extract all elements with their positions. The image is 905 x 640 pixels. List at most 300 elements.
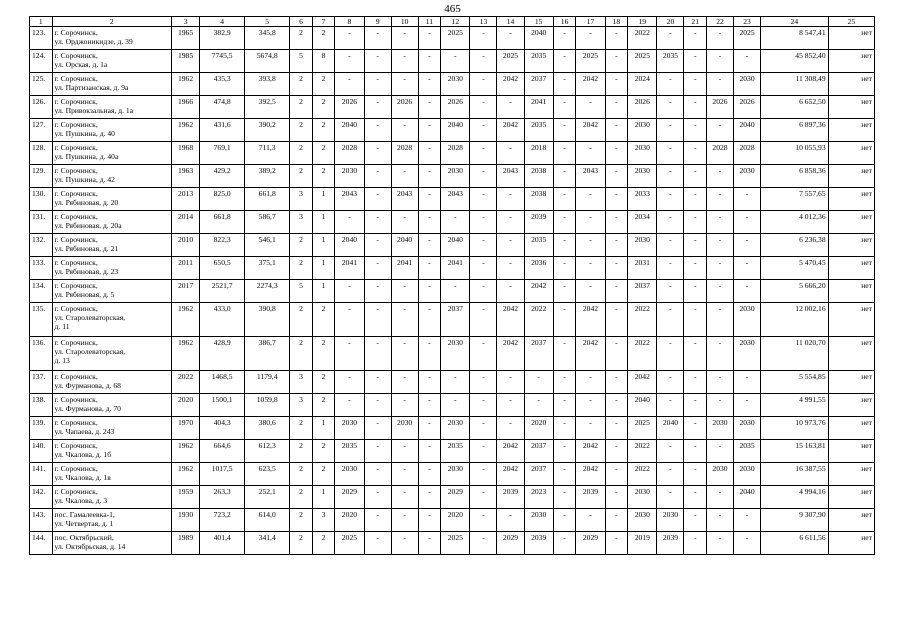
table-row <box>30 188 875 211</box>
table-cell: 2026 <box>628 96 657 119</box>
table-cell: - <box>441 394 470 417</box>
table-cell: - <box>657 142 684 165</box>
table-cell: 2 <box>290 486 313 509</box>
table-cell: - <box>684 96 707 119</box>
table-cell: - <box>576 371 605 394</box>
table-cell: - <box>418 417 441 440</box>
address-line: г. Сорочинск, <box>54 418 98 427</box>
address-line: ул. Фурманова, д. 70 <box>54 404 121 413</box>
table-cell: - <box>684 509 707 532</box>
table-cell: 2030 <box>734 303 761 337</box>
table-cell: 1962 <box>171 119 199 142</box>
table-cell: 2030 <box>441 337 470 371</box>
table-cell: - <box>553 371 576 394</box>
table-cell: 2040 <box>734 119 761 142</box>
table-cell: - <box>657 188 684 211</box>
table-cell: 375,1 <box>245 257 290 280</box>
table-cell: 3 <box>290 211 313 234</box>
table-cell: - <box>391 303 418 337</box>
address-line: ул. Октябрьская, д. 14 <box>54 542 126 551</box>
column-number-cell: 2 <box>52 17 171 27</box>
table-cell: - <box>553 394 576 417</box>
address-cell <box>52 119 171 142</box>
table-cell: 2019 <box>628 532 657 555</box>
row-number-cell: 139. <box>30 417 53 440</box>
table-cell: 711,3 <box>245 142 290 165</box>
row-number-cell: 141. <box>30 463 53 486</box>
table-cell: - <box>706 280 733 303</box>
table-cell: - <box>553 211 576 234</box>
table-cell: - <box>684 337 707 371</box>
table-cell: - <box>605 142 628 165</box>
status-cell: нет <box>828 234 874 257</box>
table-row <box>30 50 875 73</box>
table-cell: - <box>657 211 684 234</box>
address-line: г. Сорочинск, <box>54 395 98 404</box>
table-cell: - <box>497 188 524 211</box>
table-row <box>30 417 875 440</box>
table-cell: - <box>418 142 441 165</box>
table-cell: - <box>391 27 418 50</box>
table-cell: - <box>684 188 707 211</box>
table-cell: 2030 <box>628 142 657 165</box>
table-cell: 1468,5 <box>200 371 245 394</box>
table-cell: 5674,8 <box>245 50 290 73</box>
table-cell: - <box>441 371 470 394</box>
status-cell: нет <box>828 211 874 234</box>
table-cell: - <box>553 73 576 96</box>
table-cell: 393,8 <box>245 73 290 96</box>
row-number-cell: 143. <box>30 509 53 532</box>
housing-register-table <box>29 16 875 555</box>
cost-cell: 8 547,41 <box>761 27 829 50</box>
table-cell: - <box>470 337 497 371</box>
table-cell: 2043 <box>576 165 605 188</box>
table-cell: 1965 <box>171 27 199 50</box>
address-cell <box>52 211 171 234</box>
column-number-cell: 1 <box>30 17 53 27</box>
cost-cell: 6 236,38 <box>761 234 829 257</box>
table-cell: - <box>364 509 391 532</box>
table-cell: - <box>684 119 707 142</box>
table-cell: - <box>418 50 441 73</box>
table-cell: - <box>706 394 733 417</box>
table-cell: 2 <box>312 371 335 394</box>
table-cell: 2035 <box>734 440 761 463</box>
column-number-cell: 13 <box>470 17 497 27</box>
cost-cell: 12 002,16 <box>761 303 829 337</box>
table-cell: 2022 <box>628 337 657 371</box>
table-cell: - <box>605 27 628 50</box>
table-cell: - <box>335 50 364 73</box>
table-cell: - <box>706 50 733 73</box>
table-cell: 2033 <box>628 188 657 211</box>
table-cell: 3 <box>312 509 335 532</box>
table-cell: 612,3 <box>245 440 290 463</box>
table-row <box>30 303 875 337</box>
address-cell <box>52 234 171 257</box>
address-line: г. Сорочинск, <box>54 258 98 267</box>
table-cell: - <box>734 234 761 257</box>
address-line: г. Сорочинск, <box>54 464 98 473</box>
table-cell: 2029 <box>335 486 364 509</box>
table-cell: - <box>684 165 707 188</box>
table-cell: 2 <box>312 463 335 486</box>
table-cell: - <box>706 119 733 142</box>
table-row <box>30 337 875 371</box>
table-cell: 1985 <box>171 50 199 73</box>
table-cell: - <box>605 257 628 280</box>
table-cell: 2042 <box>524 280 553 303</box>
table-cell: 390,8 <box>245 303 290 337</box>
table-cell: 2040 <box>335 234 364 257</box>
table-cell: - <box>470 440 497 463</box>
table-cell: - <box>706 371 733 394</box>
address-line: д. 13 <box>54 356 70 365</box>
table-cell: - <box>364 394 391 417</box>
table-row <box>30 440 875 463</box>
table-cell: 2018 <box>524 142 553 165</box>
table-cell: 2028 <box>441 142 470 165</box>
table-cell: 822,3 <box>200 234 245 257</box>
table-cell: - <box>553 440 576 463</box>
table-row <box>30 509 875 532</box>
table-cell: - <box>335 73 364 96</box>
table-cell: 2037 <box>524 73 553 96</box>
status-cell: нет <box>828 280 874 303</box>
table-cell: - <box>706 211 733 234</box>
table-cell: 2028 <box>706 142 733 165</box>
table-cell: - <box>524 371 553 394</box>
table-cell: 2025 <box>441 532 470 555</box>
table-cell: - <box>364 119 391 142</box>
table-cell: 2043 <box>391 188 418 211</box>
table-cell: 1500,1 <box>200 394 245 417</box>
address-line: г. Сорочинск, <box>54 304 98 313</box>
table-cell: 263,3 <box>200 486 245 509</box>
table-row <box>30 165 875 188</box>
status-cell: нет <box>828 257 874 280</box>
table-cell: - <box>418 188 441 211</box>
address-cell <box>52 417 171 440</box>
table-cell: 2 <box>290 509 313 532</box>
table-cell: 380,6 <box>245 417 290 440</box>
address-line: ул. Рябиновая, д. 23 <box>54 267 119 276</box>
table-cell: - <box>605 303 628 337</box>
table-cell: - <box>605 96 628 119</box>
table-cell: 2025 <box>628 50 657 73</box>
table-cell: 1962 <box>171 337 199 371</box>
table-cell: 2 <box>312 337 335 371</box>
table-cell: - <box>441 280 470 303</box>
table-cell: - <box>364 417 391 440</box>
table-cell: 1970 <box>171 417 199 440</box>
row-number-cell: 133. <box>30 257 53 280</box>
column-number-cell: 4 <box>200 17 245 27</box>
table-cell: 2040 <box>524 27 553 50</box>
table-cell: - <box>418 532 441 555</box>
address-cell <box>52 303 171 337</box>
table-cell: - <box>605 73 628 96</box>
table-cell: - <box>657 27 684 50</box>
table-cell: 2022 <box>628 463 657 486</box>
table-cell: 2028 <box>391 142 418 165</box>
row-number-cell: 123. <box>30 27 53 50</box>
table-cell: - <box>684 417 707 440</box>
column-number-cell: 3 <box>171 17 199 27</box>
table-cell: - <box>418 73 441 96</box>
table-cell: - <box>684 463 707 486</box>
status-cell: нет <box>828 119 874 142</box>
table-cell: 2521,7 <box>200 280 245 303</box>
table-cell: - <box>553 50 576 73</box>
table-cell: 2030 <box>628 486 657 509</box>
table-cell: 1 <box>312 234 335 257</box>
table-cell: 2022 <box>628 303 657 337</box>
table-cell: - <box>576 142 605 165</box>
table-cell: 2042 <box>497 337 524 371</box>
table-cell: - <box>657 463 684 486</box>
table-cell: 2039 <box>524 532 553 555</box>
table-cell: 2042 <box>576 73 605 96</box>
status-cell: нет <box>828 73 874 96</box>
table-cell: 404,3 <box>200 417 245 440</box>
table-cell: 2035 <box>524 119 553 142</box>
table-cell: 428,9 <box>200 337 245 371</box>
table-cell: 1 <box>312 188 335 211</box>
table-cell: 2037 <box>441 303 470 337</box>
table-cell: 614,0 <box>245 509 290 532</box>
table-cell: 2029 <box>497 532 524 555</box>
address-line: ул. Рябиновая, д. 21 <box>54 244 119 253</box>
table-cell: 2 <box>312 303 335 337</box>
table-cell: 3 <box>290 188 313 211</box>
table-cell: 435,3 <box>200 73 245 96</box>
column-number-cell: 21 <box>684 17 707 27</box>
table-cell: - <box>418 211 441 234</box>
address-line: ул. Рябиновая, д. 20 <box>54 198 119 207</box>
table-cell: - <box>470 463 497 486</box>
table-row <box>30 142 875 165</box>
address-line: ул. Старолеваторская, <box>54 313 126 322</box>
address-cell <box>52 280 171 303</box>
table-cell: - <box>391 211 418 234</box>
address-cell <box>52 394 171 417</box>
address-line: ул. Партизанская, д. 9а <box>54 83 129 92</box>
table-cell: 2026 <box>335 96 364 119</box>
table-cell: 1962 <box>171 440 199 463</box>
table-cell: 2026 <box>391 96 418 119</box>
status-cell: нет <box>828 440 874 463</box>
table-cell: - <box>470 142 497 165</box>
table-cell: - <box>734 394 761 417</box>
table-cell: 382,9 <box>200 27 245 50</box>
table-cell: - <box>734 211 761 234</box>
table-cell: - <box>684 303 707 337</box>
table-cell: 2 <box>290 303 313 337</box>
table-cell: - <box>364 165 391 188</box>
table-cell: - <box>364 303 391 337</box>
table-cell: 1963 <box>171 165 199 188</box>
column-number-cell: 14 <box>497 17 524 27</box>
table-cell: - <box>605 119 628 142</box>
table-cell: - <box>335 280 364 303</box>
cost-cell: 5 666,20 <box>761 280 829 303</box>
address-cell <box>52 532 171 555</box>
table-cell: - <box>657 371 684 394</box>
row-number-cell: 137. <box>30 371 53 394</box>
table-row <box>30 234 875 257</box>
table-cell: 661,8 <box>245 188 290 211</box>
table-cell: - <box>364 463 391 486</box>
table-cell: - <box>684 394 707 417</box>
table-cell: 2039 <box>497 486 524 509</box>
table-cell: 2029 <box>441 486 470 509</box>
address-line: ул. Чкалова, д. 3 <box>54 496 108 505</box>
table-cell: - <box>364 486 391 509</box>
table-cell: - <box>470 303 497 337</box>
table-cell: 2020 <box>335 509 364 532</box>
table-cell: 392,5 <box>245 96 290 119</box>
table-cell: 2 <box>312 532 335 555</box>
table-cell: - <box>418 119 441 142</box>
table-cell: - <box>553 188 576 211</box>
table-cell: - <box>734 50 761 73</box>
status-cell: нет <box>828 486 874 509</box>
table-cell: - <box>576 96 605 119</box>
table-cell: 2030 <box>335 463 364 486</box>
table-cell: 2025 <box>335 532 364 555</box>
cost-cell: 7 557,65 <box>761 188 829 211</box>
table-cell: 2037 <box>524 440 553 463</box>
cost-cell: 5 554,85 <box>761 371 829 394</box>
table-cell: - <box>605 440 628 463</box>
table-cell: 2020 <box>524 417 553 440</box>
table-cell: - <box>335 371 364 394</box>
address-line: г. Сорочинск, <box>54 51 98 60</box>
table-cell: - <box>706 440 733 463</box>
table-cell: 2 <box>312 73 335 96</box>
table-cell: - <box>605 486 628 509</box>
status-cell: нет <box>828 96 874 119</box>
address-cell <box>52 463 171 486</box>
table-cell: - <box>470 417 497 440</box>
table-cell: 2037 <box>524 463 553 486</box>
table-cell: 2039 <box>657 532 684 555</box>
address-line: г. Сорочинск, <box>54 372 98 381</box>
table-cell: - <box>391 486 418 509</box>
column-number-cell: 18 <box>605 17 628 27</box>
table-cell: 3 <box>290 394 313 417</box>
table-cell: - <box>684 142 707 165</box>
table-cell: 1017,5 <box>200 463 245 486</box>
table-cell: 431,6 <box>200 119 245 142</box>
column-number-cell: 11 <box>418 17 441 27</box>
table-cell: 2041 <box>524 96 553 119</box>
table-cell: - <box>418 509 441 532</box>
table-cell: - <box>497 96 524 119</box>
table-cell: 429,2 <box>200 165 245 188</box>
table-cell: 433,0 <box>200 303 245 337</box>
table-cell: 2030 <box>734 463 761 486</box>
status-cell: нет <box>828 509 874 532</box>
row-number-cell: 129. <box>30 165 53 188</box>
table-cell: - <box>497 280 524 303</box>
row-number-cell: 127. <box>30 119 53 142</box>
table-cell: 2042 <box>497 463 524 486</box>
table-cell: 2042 <box>628 371 657 394</box>
address-line: г. Сорочинск, <box>54 338 98 347</box>
table-cell: - <box>706 532 733 555</box>
table-cell: - <box>497 371 524 394</box>
table-cell: 2025 <box>441 27 470 50</box>
table-cell: 2 <box>312 440 335 463</box>
table-cell: 345,8 <box>245 27 290 50</box>
table-cell: 2042 <box>576 303 605 337</box>
table-cell: - <box>391 119 418 142</box>
table-cell: 2 <box>312 27 335 50</box>
table-cell: - <box>706 234 733 257</box>
table-cell: 474,8 <box>200 96 245 119</box>
cost-cell: 4 012,36 <box>761 211 829 234</box>
table-cell: 1 <box>312 486 335 509</box>
table-cell: - <box>418 486 441 509</box>
table-cell: - <box>684 50 707 73</box>
table-row <box>30 27 875 50</box>
address-line: г. Сорочинск, <box>54 143 98 152</box>
table-cell: - <box>364 371 391 394</box>
status-cell: нет <box>828 188 874 211</box>
table-cell: - <box>657 486 684 509</box>
table-cell: 2026 <box>706 96 733 119</box>
table-cell: - <box>470 394 497 417</box>
table-cell: 390,2 <box>245 119 290 142</box>
status-cell: нет <box>828 532 874 555</box>
table-cell: - <box>734 371 761 394</box>
table-cell: 2030 <box>628 165 657 188</box>
table-cell: - <box>418 165 441 188</box>
column-number-cell: 22 <box>706 17 733 27</box>
table-cell: - <box>706 303 733 337</box>
table-cell: 2030 <box>734 165 761 188</box>
address-line: ул. Пушкина, д. 40 <box>54 129 115 138</box>
table-cell: - <box>605 280 628 303</box>
table-cell: - <box>605 50 628 73</box>
table-cell: - <box>391 463 418 486</box>
table-cell: 2041 <box>391 257 418 280</box>
table-cell: 2037 <box>628 280 657 303</box>
row-number-cell: 142. <box>30 486 53 509</box>
table-cell: - <box>605 371 628 394</box>
table-cell: - <box>441 50 470 73</box>
status-cell: нет <box>828 371 874 394</box>
address-line: ул. Орская, д. 1а <box>54 60 108 69</box>
cost-cell: 10 973,76 <box>761 417 829 440</box>
cost-cell: 6 652,50 <box>761 96 829 119</box>
table-cell: 2030 <box>734 73 761 96</box>
table-cell: 2038 <box>524 188 553 211</box>
table-cell: 2025 <box>734 27 761 50</box>
table-cell: - <box>418 96 441 119</box>
table-cell: - <box>335 211 364 234</box>
table-cell: 650,5 <box>200 257 245 280</box>
address-line: ул. Орджоникидзе, д. 39 <box>54 37 133 46</box>
status-cell: нет <box>828 142 874 165</box>
table-cell: - <box>497 394 524 417</box>
table-row <box>30 486 875 509</box>
table-cell: 1966 <box>171 96 199 119</box>
table-cell: - <box>470 371 497 394</box>
